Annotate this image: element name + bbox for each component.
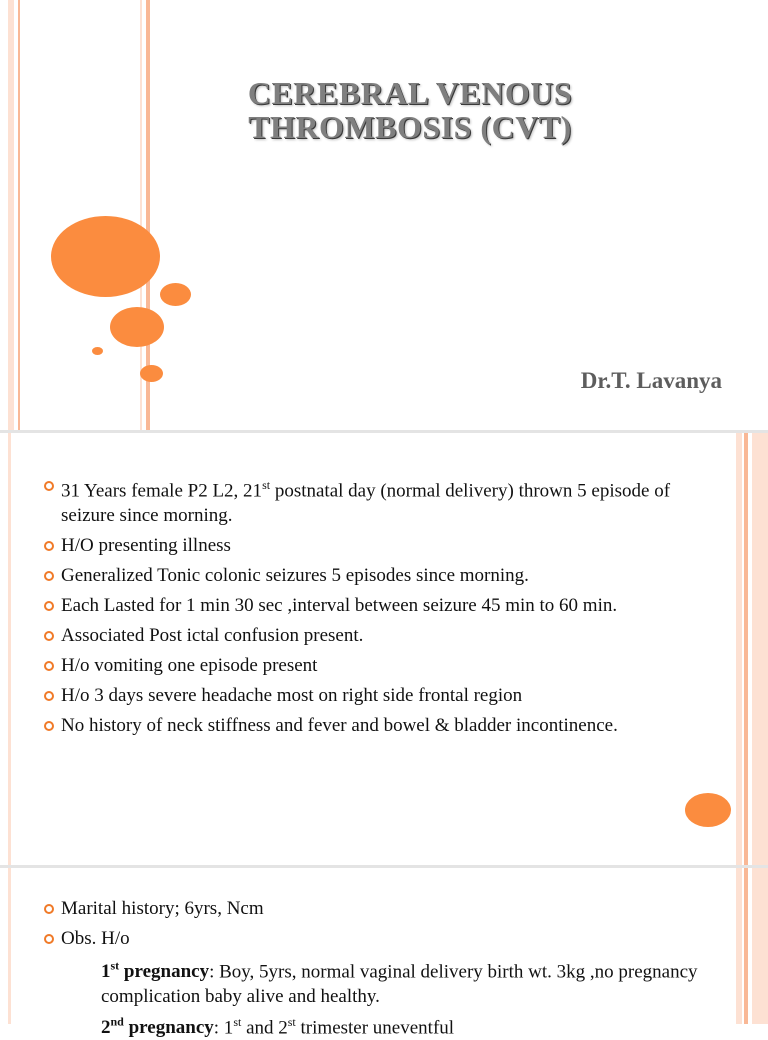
decor-stripe [8, 0, 14, 430]
bullet-icon [44, 481, 54, 491]
list-item: Associated Post ictal confusion present. [44, 623, 684, 648]
bullet-icon [44, 934, 54, 944]
decor-circle [160, 283, 191, 306]
bullet-icon [44, 601, 54, 611]
decor-stripe [8, 868, 11, 1024]
bullet-icon [44, 661, 54, 671]
title-line: CEREBRAL VENOUS [247, 75, 573, 111]
pregnancy-1-text: 1st pregnancy: Boy, 5yrs, normal vaginal delivery birth wt. 3kg ,no pregnancy complication baby alive and healthy. [101, 959, 698, 1008]
list-item: H/o 3 days severe headache most on right side frontal region [44, 683, 684, 708]
decor-stripe [744, 433, 748, 865]
author-name: Dr.T. Lavanya [580, 368, 722, 393]
list-item: Each Lasted for 1 min 30 sec ,interval between seizure 45 min to 60 min. [44, 593, 684, 618]
decor-stripe [752, 868, 768, 1024]
list-item: H/O presenting illness [44, 533, 684, 558]
decor-stripe [752, 433, 768, 865]
bullet-icon [44, 721, 54, 731]
decor-circle [110, 307, 164, 347]
obstetric-history-slide [0, 868, 768, 1039]
list-item: H/o vomiting one episode present [44, 653, 684, 678]
decor-circle [92, 347, 103, 355]
bullet-icon [44, 691, 54, 701]
bullet-icon [44, 904, 54, 914]
decor-stripe [8, 433, 11, 865]
decor-stripe [736, 433, 742, 865]
title-line: THROMBOSIS (CVT) [248, 109, 572, 145]
decor-circle-large [51, 216, 160, 297]
pregnancy-2-text: 2nd pregnancy: 1st and 2st trimester uneventful [101, 1015, 455, 1039]
decor-stripe [18, 0, 20, 430]
list-item: 31 Years female P2 L2, 21st postnatal day (normal delivery) thrown 5 episode of seizure since morning. [44, 473, 684, 528]
bullet-list [44, 473, 684, 743]
decor-stripe [140, 0, 142, 430]
list-item: No history of neck stiffness and fever and bowel & bladder incontinence. [44, 713, 684, 738]
decor-circle [140, 365, 163, 382]
decor-stripe [744, 868, 748, 1024]
list-item: Generalized Tonic colonic seizures 5 episodes since morning. [44, 563, 684, 588]
decor-circle [685, 793, 731, 827]
list-item: Obs. H/o [44, 926, 684, 951]
slide-title [180, 76, 640, 144]
decor-stripe [736, 868, 742, 1024]
bullet-list [44, 896, 684, 956]
title-slide [0, 0, 768, 430]
bullet-icon [44, 631, 54, 641]
history-slide [0, 433, 768, 865]
bullet-icon [44, 571, 54, 581]
bullet-icon [44, 541, 54, 551]
list-item: Marital history; 6yrs, Ncm [44, 896, 684, 921]
